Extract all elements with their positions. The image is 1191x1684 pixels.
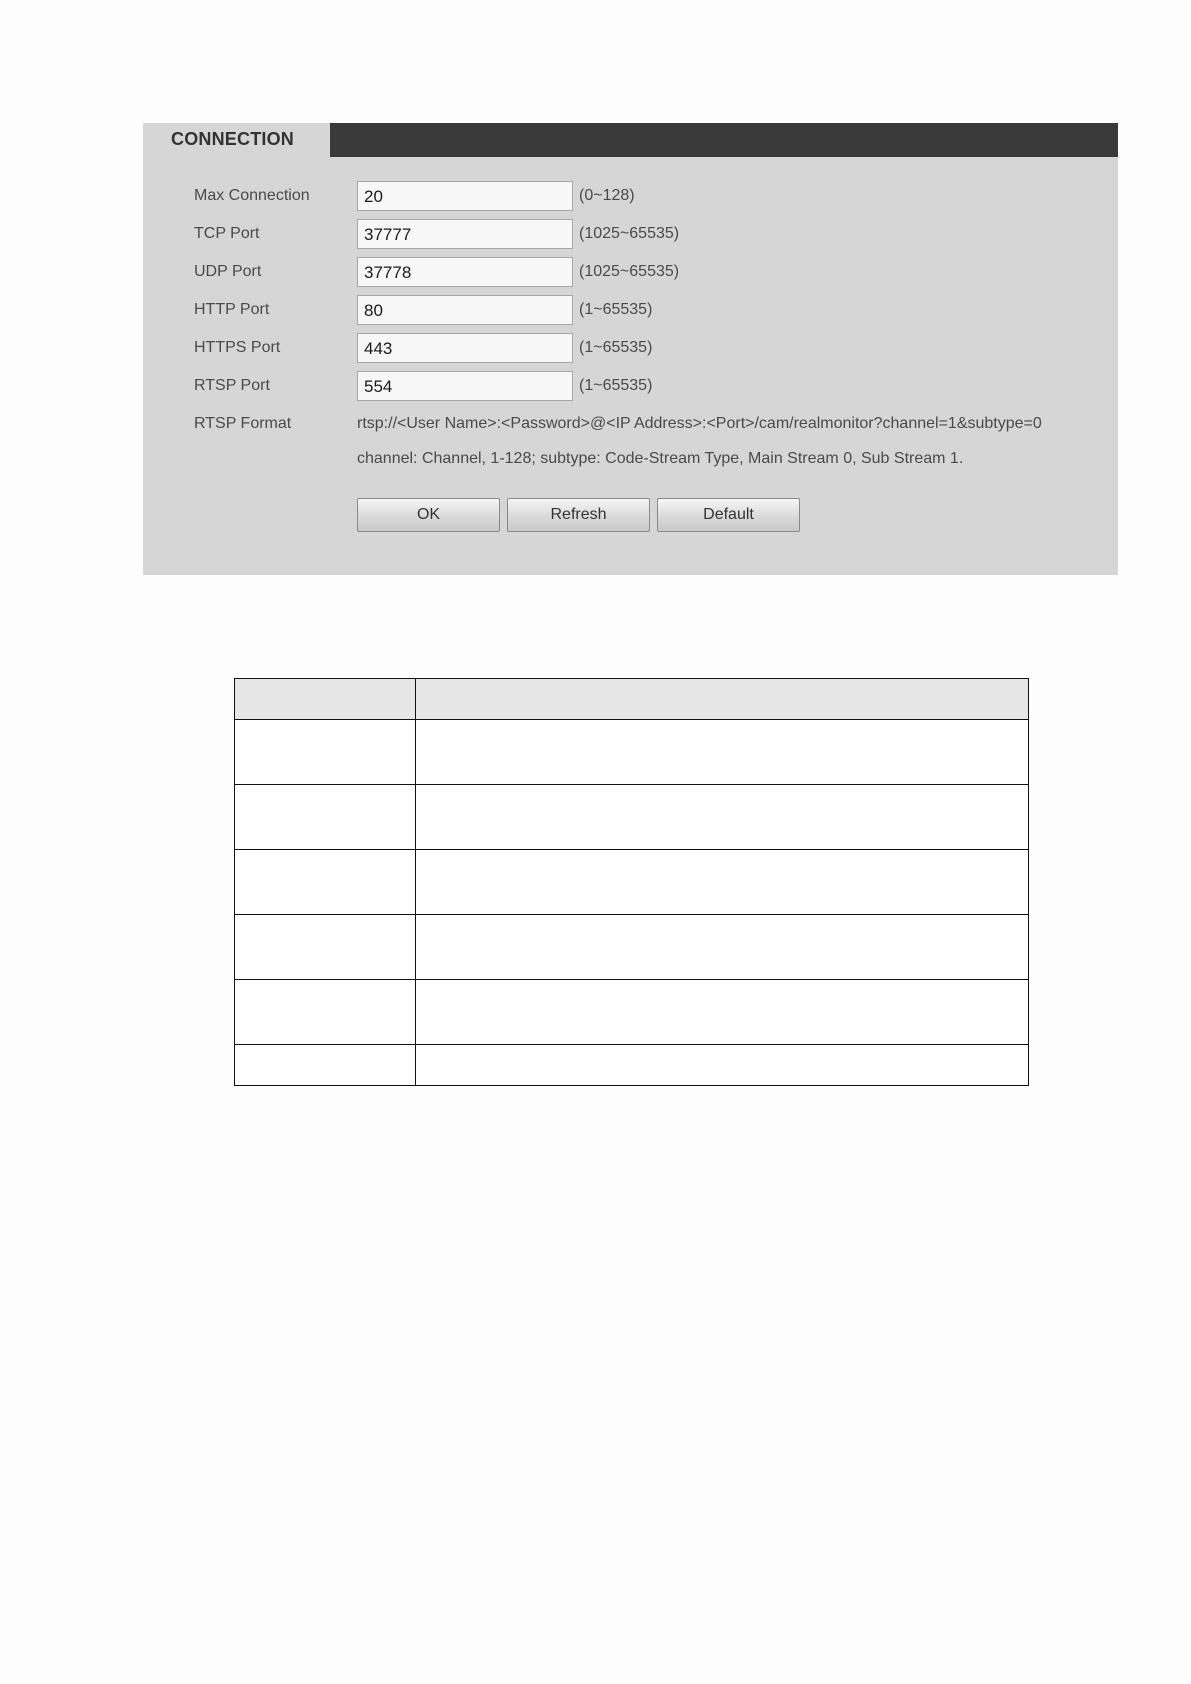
udp-port-range: (1025~65535) (579, 263, 680, 280)
table-cell (415, 915, 1028, 980)
rtsp-port-label: RTSP Port (194, 377, 270, 394)
table-cell (235, 980, 416, 1045)
https-port-row (143, 333, 1118, 363)
rtsp-format-url: rtsp://<User Name>:<Password>@<IP Address>:<Port>/cam/realmonitor?channel=1&subtype=0 (357, 415, 1042, 432)
ok-button[interactable]: OK (357, 498, 500, 532)
rtsp-port-row (143, 371, 1118, 401)
https-port-range: (1~65535) (579, 339, 653, 356)
http-port-input[interactable] (357, 295, 573, 325)
parameter-table (234, 678, 1029, 1086)
table-cell (235, 720, 416, 785)
http-port-label: HTTP Port (194, 301, 270, 318)
http-port-row (143, 295, 1118, 325)
table-cell (235, 785, 416, 850)
rtsp-port-range: (1~65535) (579, 377, 653, 394)
default-button[interactable]: Default (657, 498, 800, 532)
max-connection-row (143, 181, 1118, 211)
table-cell (415, 1045, 1028, 1086)
https-port-input[interactable] (357, 333, 573, 363)
table-cell (415, 785, 1028, 850)
tcp-port-row (143, 219, 1118, 249)
table-header-row (235, 679, 1029, 720)
rtsp-port-input[interactable] (357, 371, 573, 401)
rtsp-format-note-row (143, 444, 1118, 474)
rtsp-format-row (143, 409, 1118, 439)
panel-title: CONNECTION (143, 123, 330, 157)
connection-panel (143, 123, 1118, 575)
table-row (235, 720, 1029, 785)
udp-port-label: UDP Port (194, 263, 262, 280)
udp-port-input[interactable] (357, 257, 573, 287)
max-connection-input[interactable] (357, 181, 573, 211)
table-row (235, 785, 1029, 850)
tcp-port-label: TCP Port (194, 225, 260, 242)
table-header-cell (235, 679, 416, 720)
table-cell (235, 915, 416, 980)
rtsp-format-note: channel: Channel, 1-128; subtype: Code-Stream Type, Main Stream 0, Sub Stream 1. (357, 450, 964, 467)
max-connection-range: (0~128) (579, 187, 635, 204)
tcp-port-range: (1025~65535) (579, 225, 680, 242)
http-port-range: (1~65535) (579, 301, 653, 318)
table-cell (415, 980, 1028, 1045)
table-row (235, 980, 1029, 1045)
table-header-cell (415, 679, 1028, 720)
rtsp-format-label: RTSP Format (194, 415, 292, 432)
table-row (235, 915, 1029, 980)
table-cell (415, 850, 1028, 915)
https-port-label: HTTPS Port (194, 339, 281, 356)
tcp-port-input[interactable] (357, 219, 573, 249)
panel-header-bar (330, 123, 1118, 157)
table-cell (235, 1045, 416, 1086)
udp-port-row (143, 257, 1118, 287)
refresh-button[interactable]: Refresh (507, 498, 650, 532)
max-connection-label: Max Connection (194, 187, 310, 204)
table-row (235, 1045, 1029, 1086)
table-row (235, 850, 1029, 915)
table-cell (235, 850, 416, 915)
table-cell (415, 720, 1028, 785)
panel-header (143, 123, 1118, 157)
